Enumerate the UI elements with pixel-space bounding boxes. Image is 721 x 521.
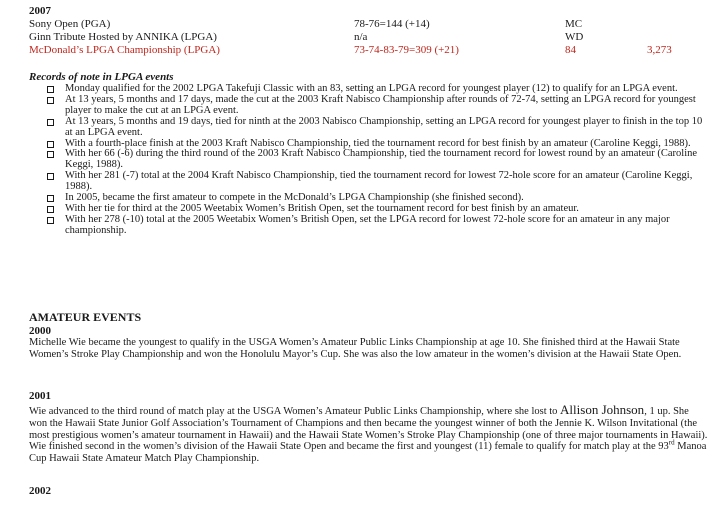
- player-name: Allison Johnson: [560, 402, 645, 417]
- record-text: With her tie for third at the 2005 Weetabix Women’s British Open, set the tournament record for best finish by an amateur.: [65, 202, 579, 214]
- record-text: At 13 years, 5 months and 19 days, tied for ninth at the 2003 Nabisco Championship, setting an LPGA record for youngest player to finish in the top 10 at an LPGA event.: [65, 115, 703, 138]
- paragraph-text: Manoa Cup Hawaii State Amateur Match Play Championship.: [29, 441, 707, 465]
- bullet-square-icon: [47, 119, 54, 126]
- event-finish: MC: [565, 18, 583, 30]
- bullet-square-icon: [47, 195, 54, 202]
- event-score: 78-76=144 (+14): [354, 18, 430, 30]
- result-row: [29, 31, 719, 43]
- record-text: Monday qualified for the 2002 LPGA Takefuji Classic with an 83, setting an LPGA record for youngest player (12) to qualify for an LPGA event.: [65, 83, 678, 94]
- year-heading-2007: 2007: [29, 5, 51, 17]
- result-row-highlighted: [29, 44, 719, 56]
- event-score: n/a: [354, 31, 368, 43]
- bullet-square-icon: [47, 151, 54, 158]
- amateur-events-heading: AMATEUR EVENTS: [29, 310, 142, 324]
- event-name: Ginn Tribute Hosted by ANNIKA (LPGA): [29, 31, 217, 43]
- event-finish: WD: [565, 31, 584, 43]
- list-item: [47, 117, 707, 139]
- record-text: With her 281 (-7) total at the 2004 Kraft Nabisco Championship, tied the tournament record for lowest 72-hole score for an amateur (Caroline Keggi, 1988).: [65, 170, 693, 193]
- record-text: In 2005, became the first amateur to compete in the McDonald’s LPGA Championship (she finished second).: [65, 192, 524, 204]
- ordinal-suffix: rd: [668, 438, 675, 447]
- record-text: With a fourth-place finish at the 2003 Kraft Nabisco Championship, tied the tournament record for best finish by an amateur (Caroline Keggi, 1988).: [65, 137, 691, 149]
- event-name: McDonald’s LPGA Championship (LPGA): [29, 44, 220, 56]
- bullet-square-icon: [47, 141, 54, 148]
- year-heading-2001: 2001: [29, 390, 51, 402]
- paragraph-2001: [29, 404, 709, 465]
- list-item: [47, 215, 707, 237]
- records-list: [47, 84, 707, 237]
- event-finish: 84: [565, 44, 576, 56]
- event-name: Sony Open (PGA): [29, 18, 111, 30]
- paragraph-text: Wie advanced to the third round of match play at the USGA Women’s Amateur Public Links Championship, where she lost to: [29, 406, 561, 417]
- list-item: [47, 171, 707, 193]
- bullet-square-icon: [47, 173, 54, 180]
- result-row: [29, 18, 719, 30]
- record-text: With her 278 (-10) total at the 2005 Weetabix Women’s British Open, set the LPGA record for lowest 72-hole score for an amateur in any major championship.: [65, 213, 670, 236]
- bullet-square-icon: [47, 86, 54, 93]
- record-text: At 13 years, 5 months and 17 days, made the cut at the 2003 Kraft Nabisco Championship after rounds of 72-74, setting an LPGA record for youngest player to make the cut at an LPGA event.: [65, 93, 696, 116]
- year-heading-2000: 2000: [29, 325, 51, 337]
- list-item: [47, 149, 707, 171]
- paragraph-2000: Michelle Wie became the youngest to qualify in the USGA Women’s Amateur Public Links Championship at age 10. She finished third at the Hawaii State Women’s Stroke Play Championship and won the Honolulu Mayor’s Cup. She was also the low amateur in the women’s division at the Hawaii State Open.: [29, 337, 682, 360]
- bullet-square-icon: [47, 97, 54, 104]
- event-money: 3,273: [647, 44, 672, 56]
- bullet-square-icon: [47, 206, 54, 213]
- records-heading: Records of note in LPGA events: [29, 71, 174, 83]
- list-item: [47, 95, 707, 117]
- event-score: 73-74-83-79=309 (+21): [354, 44, 459, 56]
- year-heading-2002: 2002: [29, 485, 51, 497]
- paragraph-text: , 1 up. She won the Hawaii State Junior Golf Association’s Tournament of Champions and then became the youngest winner of both the Jennie K. Wilson Invitational (the most prestigious women’s amateur tournament in Hawaii) and the Hawaii State Women’s Stroke Play Championship (one of three major tournaments in Hawaii). Wie finished second in the women’s division of the Hawaii State Open and became the first and youngest (11) female to qualify for match play at the 93: [29, 406, 708, 453]
- record-text: With her 66 (-6) during the third round of the 2003 Kraft Nabisco Championship, tied the tournament record for lowest round by an amateur (Caroline Keggi, 1988).: [65, 148, 698, 171]
- bullet-square-icon: [47, 217, 54, 224]
